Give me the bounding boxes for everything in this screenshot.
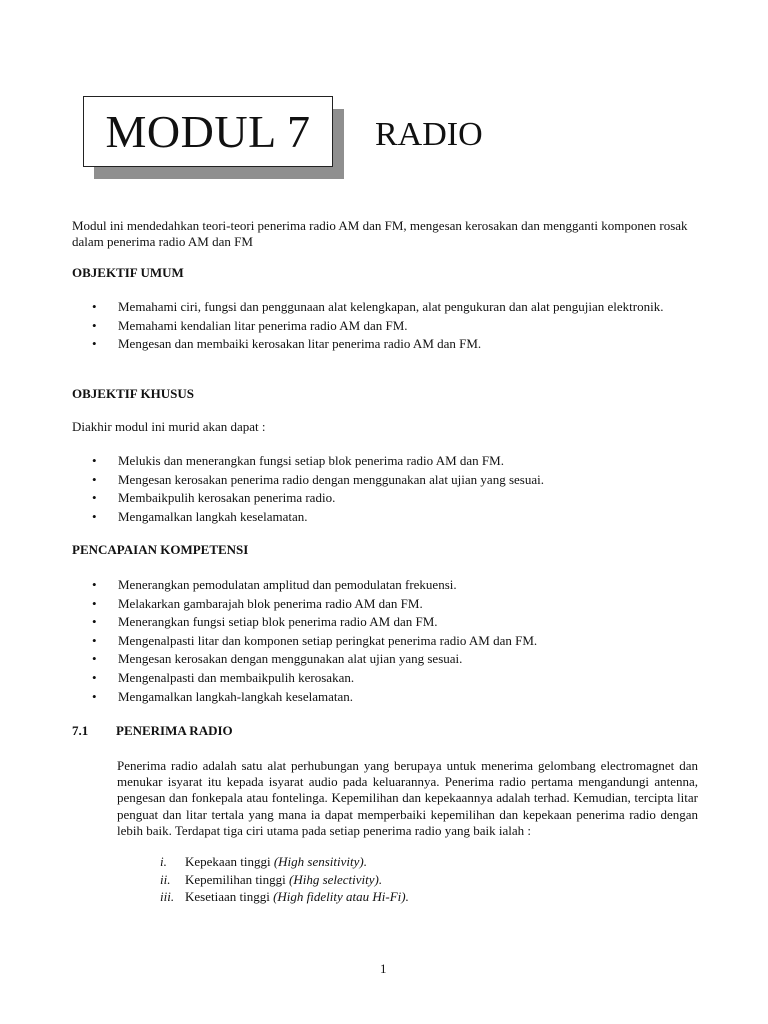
list-item: • Mengenalpasti dan membaikpulih kerosakan. [72, 669, 712, 688]
list-item: • Memahami ciri, fungsi dan penggunaan alat kelengkapan, alat pengukuran dan alat pengujian elektronik. [72, 298, 712, 317]
list-item: • Mengamalkan langkah-langkah keselamatan. [72, 688, 712, 707]
bullet-icon: • [92, 299, 97, 314]
bullet-icon: • [92, 471, 97, 487]
list-item: • Memahami kendalian litar penerima radio AM dan FM. [72, 317, 712, 336]
subject-title: RADIO [375, 116, 483, 153]
list-item: • Mengamalkan langkah keselamatan. [72, 508, 712, 527]
objektif-umum-list [72, 298, 712, 354]
bullet-icon: • [92, 595, 97, 611]
pencapaian-kompetensi-heading: PENCAPAIAN KOMPETENSI [72, 542, 249, 557]
bullet-icon: • [92, 614, 97, 630]
list-item: i. Kepekaan tinggi (High sensitivity). [160, 854, 367, 869]
bullet-icon: • [92, 577, 97, 592]
list-item: • Menerangkan fungsi setiap blok penerima radio AM dan FM. [72, 613, 712, 632]
objektif-khusus-list [72, 452, 712, 526]
list-item: • Mengesan kerosakan penerima radio dengan menggunakan alat ujian yang sesuai. [72, 471, 712, 490]
bullet-icon: • [92, 317, 97, 333]
list-item: • Membaikpulih kerosakan penerima radio. [72, 489, 712, 508]
bullet-icon: • [92, 688, 97, 704]
bullet-icon: • [92, 508, 97, 524]
section-title: PENERIMA RADIO [116, 723, 233, 738]
list-item: • Melakarkan gambarajah blok penerima radio AM dan FM. [72, 595, 712, 614]
bullet-icon: • [92, 490, 97, 506]
pencapaian-kompetensi-list [72, 576, 712, 706]
objektif-khusus-lead: Diakhir modul ini murid akan dapat : [72, 419, 266, 434]
list-item: ii. Kepemilihan tinggi (Hihg selectivity). [160, 871, 383, 887]
module-title-box [83, 96, 333, 167]
list-item: iii. Kesetiaan tinggi (High fidelity atau Hi-Fi). [160, 889, 409, 904]
bullet-icon: • [92, 669, 97, 685]
objektif-umum-heading: OBJEKTIF UMUM [72, 265, 184, 280]
list-item: • Melukis dan menerangkan fungsi setiap blok penerima radio AM dan FM. [72, 452, 712, 471]
section-number: 7.1 [72, 723, 89, 738]
objektif-khusus-heading: OBJEKTIF KHUSUS [72, 386, 194, 401]
bullet-icon: • [92, 453, 97, 468]
list-item: • Menerangkan pemodulatan amplitud dan pemodulatan frekuensi. [72, 576, 712, 595]
bullet-icon: • [92, 336, 97, 352]
page-number: 1 [380, 961, 387, 976]
module-label: MODUL 7 [105, 105, 311, 157]
ciri-list [160, 853, 409, 906]
section-paragraph: Penerima radio adalah satu alat perhubungan yang berupaya untuk menerima gelombang electromagnet dan menukar isyarat itu kepada isyarat audio pada keluarannya. Penerima radio pertama mengandungi antenna, pengesan dan fonkepala atau fontelinga. Kepemilihan dan kepekaannya adalah terhad. Kemudian, tercipta litar penguat dan litar tertala yang mana ia dapat memperbaiki kepemilihan dan kepekaan penerima radio dengan lebih baik. Terdapat tiga ciri utama pada setiap penerima radio yang baik ialah : [117, 758, 698, 838]
bullet-icon: • [92, 632, 97, 648]
list-item: • Mengenalpasti litar dan komponen setiap peringkat penerima radio AM dan FM. [72, 632, 712, 651]
list-item: • Mengesan dan membaiki kerosakan litar penerima radio AM dan FM. [72, 335, 712, 354]
intro-paragraph: Modul ini mendedahkan teori-teori penerima radio AM dan FM, mengesan kerosakan dan mengganti komponen rosak dalam penerima radio AM dan FM [72, 218, 688, 249]
bullet-icon: • [92, 651, 97, 667]
list-item: • Mengesan kerosakan dengan menggunakan alat ujian yang sesuai. [72, 650, 712, 669]
